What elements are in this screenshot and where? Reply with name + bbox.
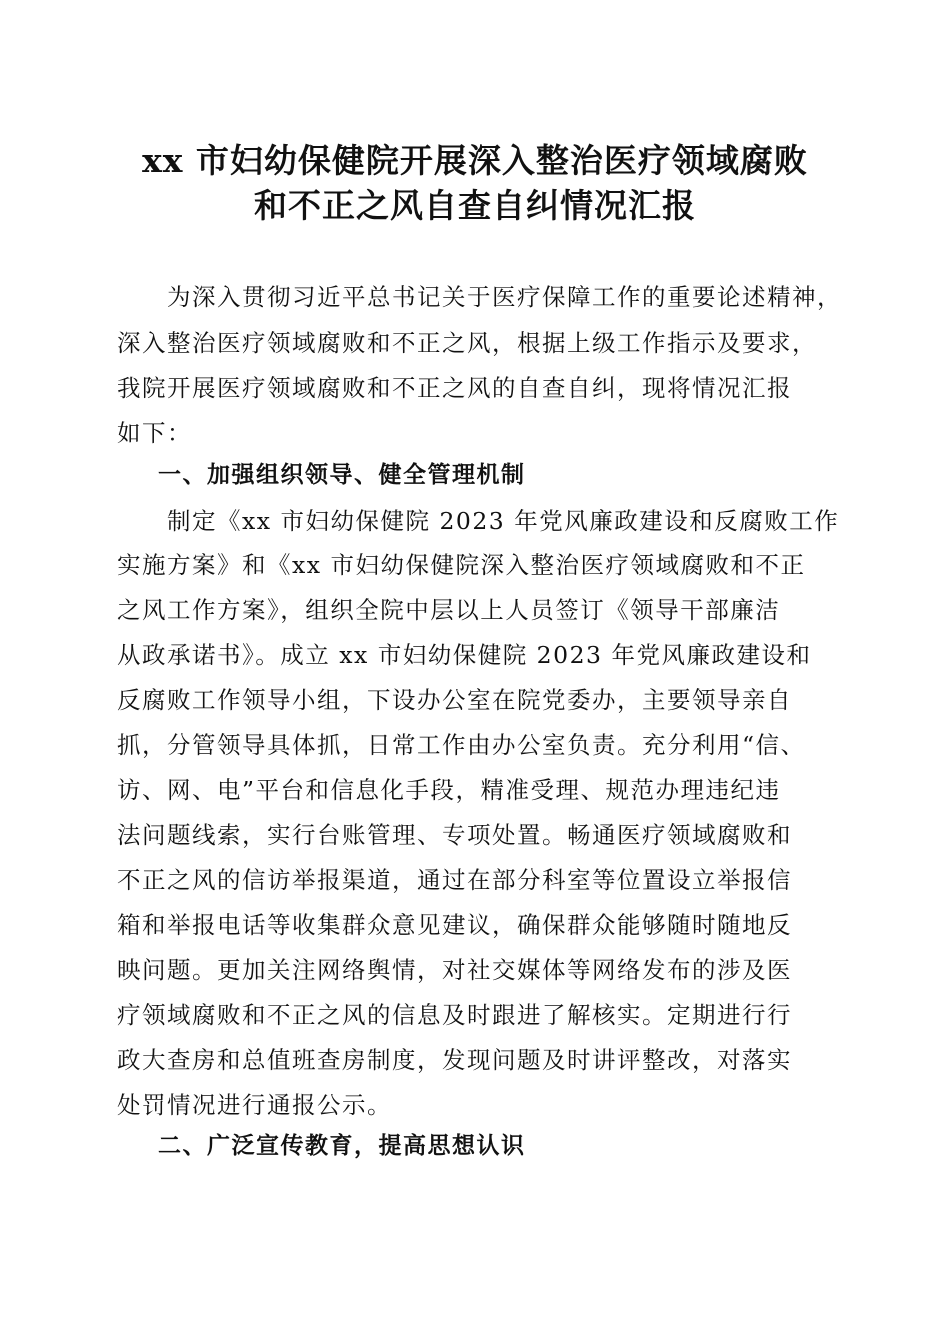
- section-1-line: 映问题。更加关注网络舆情，对社交媒体等网络发布的涉及医: [117, 956, 792, 984]
- section-1-line: 从政承诺书》。成立 xx 市妇幼保健院 2023 年党风廉政建设和: [117, 641, 812, 669]
- document-title-line-2: 和不正之风自查自纠情况汇报: [254, 186, 696, 225]
- section-1-line: 疗领域腐败和不正之风的信息及时跟进了解核实。定期进行行: [117, 1001, 792, 1029]
- section-1-line: 制定《xx 市妇幼保健院 2023 年党风廉政建设和反腐败工作: [117, 507, 840, 535]
- section-1-line: 访、网、电”平台和信息化手段，精准受理、规范办理违纪违: [117, 776, 781, 804]
- intro-line: 为深入贯彻习近平总书记关于医疗保障工作的重要论述精神，: [117, 283, 842, 311]
- section-1-line: 抓，分管领导具体抓，日常工作由办公室负责。充分利用“信、: [117, 731, 806, 759]
- section-1-line: 箱和举报电话等收集群众意见建议，确保群众能够随时随地反: [117, 911, 792, 939]
- section-1-line: 政大查房和总值班查房制度，发现问题及时讲评整改，对落实: [117, 1046, 792, 1074]
- section-1-line: 反腐败工作领导小组，下设办公室在院党委办，主要领导亲自: [117, 686, 792, 714]
- intro-line: 如下：: [117, 419, 192, 447]
- section-2-heading: 二、广泛宣传教育，提高思想认识: [158, 1133, 526, 1159]
- section-1-heading: 一、加强组织领导、健全管理机制: [158, 462, 526, 488]
- intro-line: 我院开展医疗领域腐败和不正之风的自查自纠，现将情况汇报: [117, 374, 792, 402]
- section-1-line: 之风工作方案》，组织全院中层以上人员签订《领导干部廉洁: [117, 596, 781, 624]
- section-1-line: 实施方案》和《xx 市妇幼保健院深入整治医疗领域腐败和不正: [117, 551, 806, 579]
- section-1-line: 处罚情况进行通报公示。: [117, 1091, 392, 1119]
- intro-line: 深入整治医疗领域腐败和不正之风，根据上级工作指示及要求，: [117, 329, 817, 357]
- document-title-line-1: xx 市妇幼保健院开展深入整治医疗领域腐败: [142, 141, 808, 180]
- section-1-line: 法问题线索，实行台账管理、专项处置。畅通医疗领域腐败和: [117, 821, 792, 849]
- section-1-line: 不正之风的信访举报渠道，通过在部分科室等位置设立举报信: [117, 866, 792, 894]
